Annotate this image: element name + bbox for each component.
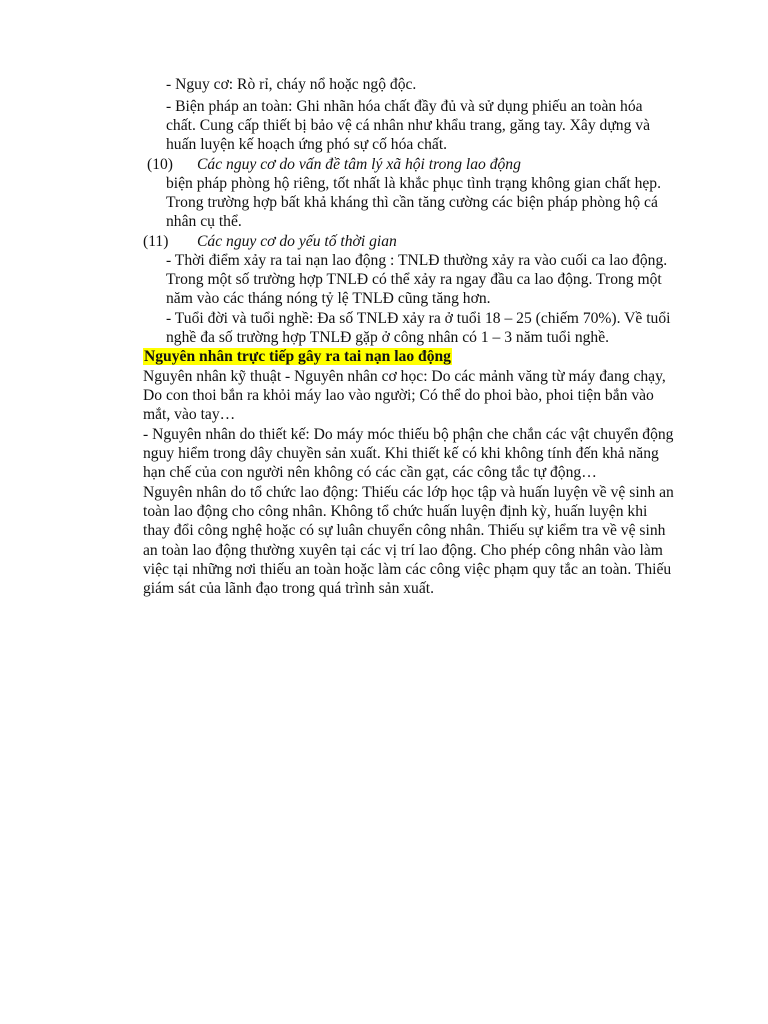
text-line: biện pháp phòng hộ riêng, tốt nhất là khắc phục tình trạng không gian chất hẹp. (166, 175, 661, 192)
text-line: - Thời điểm xảy ra tai nạn lao động : TNLĐ thường xảy ra vào cuối ca lao động. (166, 252, 668, 269)
text-line: nghề đa số trường hợp TNLĐ gặp ở công nhân có 1 – 3 năm tuổi nghề. (166, 329, 610, 346)
text-line: toàn lao động cho công nhân. Không tổ chức huấn luyện định kỳ, huấn luyện khi (143, 503, 648, 520)
text-line: nguy hiểm trong dây chuyền sản xuất. Khi thiết kế có khi không tính đến khả năng (143, 445, 659, 462)
item-title: Các nguy cơ do vấn đề tâm lý xã hội trong lao động (197, 156, 521, 173)
text-line: huấn luyện kế hoạch ứng phó sự cố hóa chất. (166, 136, 448, 153)
text-line: việc tại những nơi thiếu an toàn hoặc làm các công việc phạm quy tắc an toàn. Thiếu (143, 561, 672, 578)
text-line: - Nguyên nhân do thiết kế: Do máy móc thiếu bộ phận che chắn các vật chuyển động (143, 426, 674, 443)
text-line: an toàn lao động thường xuyên tại các vị trí lao động. Cho phép công nhân vào làm (143, 542, 663, 559)
text-line: mắt, vào tay… (143, 406, 236, 423)
text-line: Trong một số trường hợp TNLĐ có thể xảy ra ngay đầu ca lao động. Trong một (166, 271, 662, 288)
text-line: chất. Cung cấp thiết bị bảo vệ cá nhân như khẩu trang, găng tay. Xây dựng và (166, 117, 650, 134)
text-line: Trong trường hợp bất khả kháng thì cần tăng cường các biện pháp phòng hộ cá (166, 194, 658, 211)
item-number: (10) (147, 156, 173, 173)
section-heading (143, 347, 452, 366)
text-line: nhân cụ thể. (166, 213, 242, 230)
text-line: Nguyên nhân do tổ chức lao động: Thiếu các lớp học tập và huấn luyện về vệ sinh an (143, 484, 674, 501)
text-line: thay đổi công nghệ hoặc có sự luân chuyển công nhân. Thiếu sự kiểm tra về vệ sinh (143, 522, 666, 539)
text-line: năm vào các tháng nóng tỷ lệ TNLĐ cũng tăng hơn. (166, 290, 491, 307)
text-line: - Nguy cơ: Rò rỉ, cháy nổ hoặc ngộ độc. (166, 76, 417, 93)
text-line: Do con thoi bắn ra khỏi máy lao vào người; Có thể do phoi bào, phoi tiện bắn vào (143, 387, 654, 404)
item-title: Các nguy cơ do yếu tố thời gian (197, 233, 397, 250)
text-line: giám sát của lãnh đạo trong quá trình sản xuất. (143, 580, 435, 597)
text-line: - Biện pháp an toàn: Ghi nhãn hóa chất đầy đủ và sử dụng phiếu an toàn hóa (166, 98, 643, 115)
text-line: hạn chế của con người nên không có các cần gạt, các công tắc tự động… (143, 464, 597, 481)
text-line: Nguyên nhân kỹ thuật - Nguyên nhân cơ học: Do các mảnh văng từ máy đang chạy, (143, 368, 666, 385)
text-line: - Tuổi đời và tuổi nghề: Đa số TNLĐ xảy ra ở tuổi 18 – 25 (chiếm 70%). Về tuổi (166, 310, 671, 327)
section-heading-text: Nguyên nhân trực tiếp gây ra tai nạn lao động (144, 348, 451, 365)
item-number: (11) (143, 233, 169, 250)
